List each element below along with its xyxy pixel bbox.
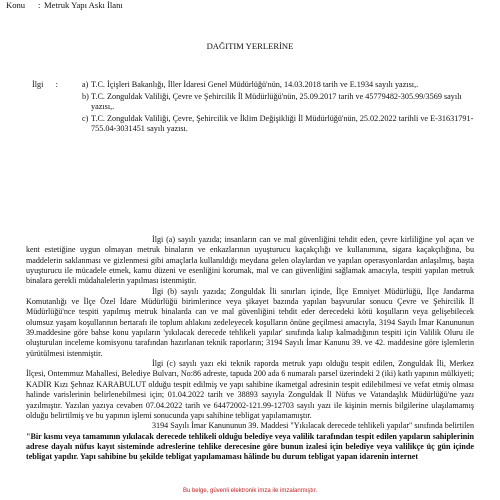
paragraph-1: İlgi (a) sayılı yazıda; insanların can ve mal güvenliğini tehdit eden, çevre kirliliğine yol açan ve kent estetiğine uygun olmayan metruk binaların ve enkazlarının uyuşturucu kaçakçılığı ve kullanımına, sigara kaçakçılığına, bu maddelerin saklanması ve gizlenmesi gibi amaçlarla kullanıldığı meydana gelen olaylardan ve yapılan operasyonlardan anlaşılmış, başta uyuşturucu ile mücadele etmek, kamu düzeni ve esenliğini korumak, mal ve can güvenliğini sağlamak amacıyla, tespiti yapılan metruk binalara gerekli müdahalelerin yapılması istenmiştir. [26, 235, 474, 286]
paragraph-3: İlgi (c) sayılı yazı eki teknik raporda metruk yapı olduğu tespit edilen, Zonguldak İli, Merkez İlçesi, Ontemmuz Mahallesi, Belediye Bulvarı, No:86 adreste, tapuda 200 ada 6 numaralı parsel üzerindeki 2 (iki) katlı yapının mülkiyeti; KADİR Kızı Şehnaz KARABULUT olduğu tespit edilmiş ve yapı sahibine ikametgal adresinin tespit edilebilmesi ve vefat etmiş olması halinde varislerinin belirlenebilmesi için; 01.04.2022 tarih ve 38893 sayıyla Zonguldak İl Nüfus ve Vatandaşlık Müdürlüğü'ne yazı yazılmıştır. Yazılan yazıya cevaben 07.04.2022 tarih ve 64472002-121.99-12703 sayılı yazı ile kişinin mernis bilgilerine ulaşılamamış olduğu belirtilmiş ve bu yapının işlemi sonucunda yapı sahibine tebligat yapılamamıştır. [26, 359, 474, 420]
subject-line [6, 0, 123, 11]
e-signature-note: Bu belge, güvenli elektronik imza ile imzalanmıştır. [182, 488, 318, 494]
subject-colon: : [38, 0, 41, 10]
reference-item-b [82, 92, 474, 113]
reference-item-a [82, 80, 474, 91]
subject-label: Konu [6, 0, 26, 10]
subject-value: Metruk Yapı Askı İlanı [44, 0, 123, 10]
paragraph-4-start: 3194 Sayılı İmar Kanununun 39. Maddesi "Yıkılacak derecede tehlikeli yapılar" sınıfında belirtilen [152, 421, 474, 431]
reference-item-c [82, 114, 474, 135]
reference-text: T.C. İçişleri Bakanlığı, İller İdaresi Genel Müdürlüğü'nün, 14.03.2018 tarih ve E.1934 sayılı yazısı,. [91, 80, 419, 89]
reference-text: T.C. Zonguldak Valiliği, Çevre, Şehircilik ve İklim Değişikliği İl Müdürlüğü'nün, 25.02.2022 tarihli ve E-31631791-755.04-3031451 sayılı yazısı. [91, 113, 474, 134]
paragraph-4 [26, 421, 474, 462]
reference-text: T.C. Zonguldak Valiliği, Çevre ve Şehircilik İl Müdürlüğü'nün, 25.09.2017 tarih ve 45779482-305.99/3569 sayılı yazısı,. [91, 91, 462, 112]
distribution-title: DAĞITIM YERLERİNE [206, 41, 294, 51]
reference-letter: c) [82, 113, 89, 123]
references-block [26, 68, 474, 136]
references-label: İlgi : [32, 80, 58, 89]
reference-letter: b) [82, 91, 89, 101]
paragraph-2: İlgi (b) sayılı yazıda; Zonguldak İli sınırları içinde, İlçe Emniyet Müdürlüğü, İlçe Jandarma Komutanlığı ve İlçe Özel İdare Müdürlüğü birimlerince veya şikayet bazında yapılan başvurular sonucu Çevre ve Şehircilik İl Müdürlüğü'nce tespiti yapılmış metruk binalarda can ve mal güvenliğini tehdit eder derecedeki kötü koşulların veya gelişebilecek olumsuz yaşam koşullarının bertarafı ile toplum ahlakını zedeleyecek koşulların önüne geçilmesi amacıyla, 3194 Sayılı İmar Kanununun 39.maddesine göre bahse konu yapıların 'yıkılacak derecede tehlikeli yapılar' sınıfında kalıp kalmadığının tespiti için Valilik Oluru ile oluşturulan inceleme komisyonu tarafından hazırlanan teknik raporların; 3194 Sayılı İmar Kanunu 39. ve 42. maddesine göre işlemlerin yürütülmesi istenmiştir. [26, 286, 474, 358]
reference-letter: a) [82, 80, 89, 89]
document-body [26, 235, 474, 463]
paragraph-4-bold-quote: "Bir kısmı veya tamamının yıkılacak derecede tehlikeli olduğu belediye veya valilik tarafından tespit edilen yapıların sahiplerinin adrese dayalı nüfus kayıt sisteminde adreslerine tehlike derecesine göre bunun izalesi için belediye veya valilikçe üç gün içinde tebligat yapılır. Yapı sahibine bu şekilde tebligat yapılamaması hâlinde bu durum tebligat yapan idarenin internet [26, 431, 474, 462]
